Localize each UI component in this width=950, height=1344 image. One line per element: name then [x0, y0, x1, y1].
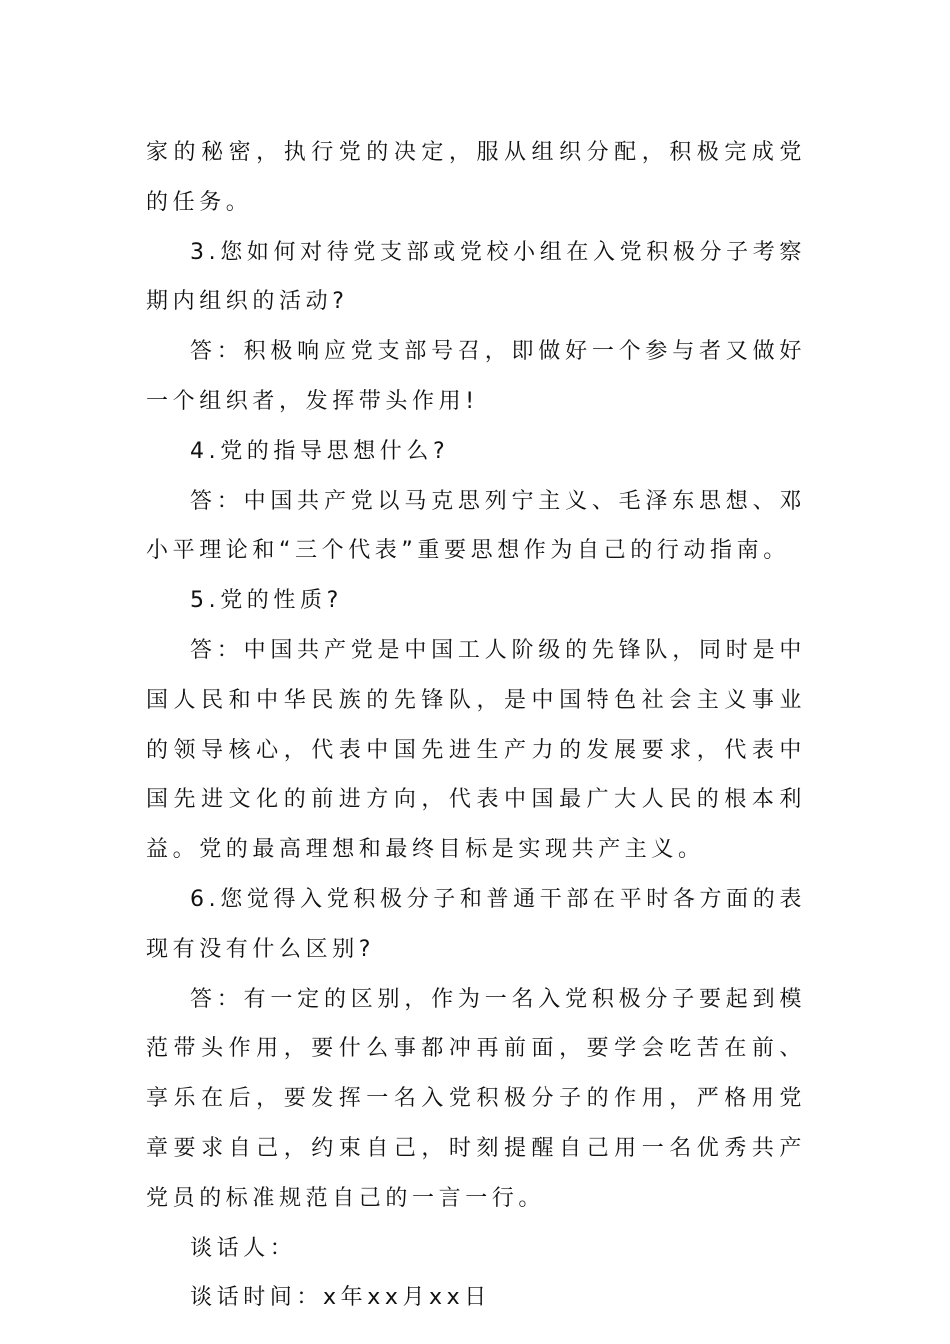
answer-3: 答：积极响应党支部号召，即做好一个参与者又做好一个组织者，发挥带头作用!	[146, 339, 806, 414]
interview-date: 谈话时间：x年xx月xx日	[190, 1285, 491, 1311]
question-6: 6.您觉得入党积极分子和普通干部在平时各方面的表现有没有什么区别?	[146, 886, 806, 962]
document-body	[146, 128, 806, 1323]
question-4: 4.党的指导思想什么?	[190, 438, 450, 464]
interviewer-label: 谈话人：	[190, 1235, 297, 1261]
answer-6: 答：有一定的区别，作为一名入党积极分子要起到模范带头作用，要什么事都冲再前面，要学会吃苦在前、享乐在后，要发挥一名入党积极分子的作用，严格用党章要求自己，约束自己，时刻提醒自己用一名优秀共产党员的标准规范自己的一言一行。	[146, 986, 806, 1211]
answer-4: 答：中国共产党以马克思列宁主义、毛泽东思想、邓小平理论和“三个代表”重要思想作为自己的行动指南。	[146, 488, 806, 564]
answer-5: 答：中国共产党是中国工人阶级的先锋队，同时是中国人民和中华民族的先锋队，是中国特色社会主义事业的领导核心，代表中国先进生产力的发展要求，代表中国先进文化的前进方向，代表中国最广大人民的根本利益。党的最高理想和最终目标是实现共产主义。	[146, 637, 806, 863]
paragraph-continuation: 家的秘密，执行党的决定，服从组织分配，积极完成党的任务。	[146, 140, 806, 215]
question-3: 3.您如何对待党支部或党校小组在入党积极分子考察期内组织的活动?	[146, 239, 806, 315]
question-5: 5.党的性质?	[190, 588, 343, 614]
